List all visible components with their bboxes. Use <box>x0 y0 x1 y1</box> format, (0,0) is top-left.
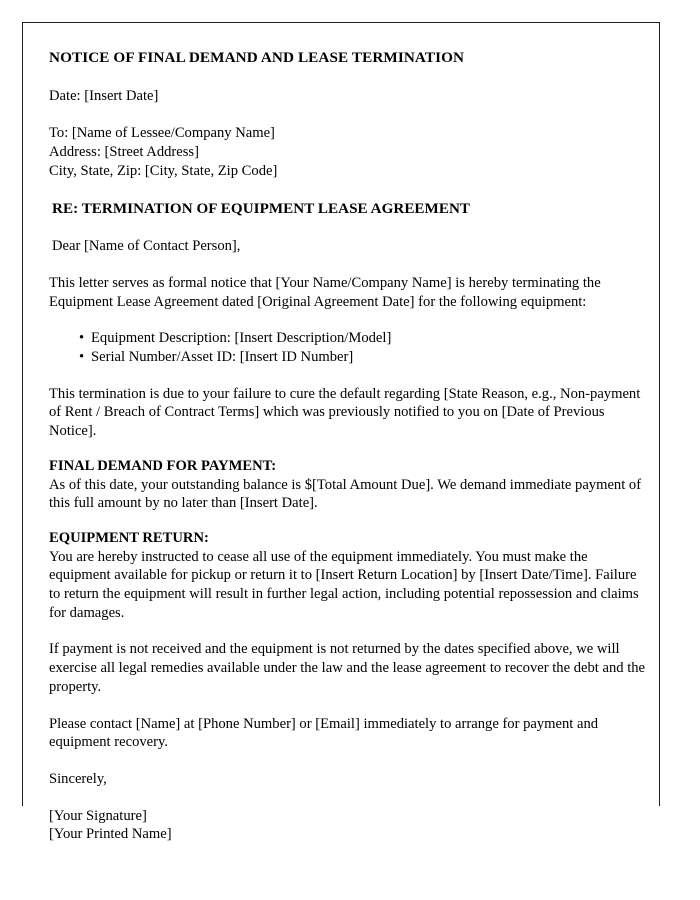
payment-section-heading: FINAL DEMAND FOR PAYMENT: <box>49 457 277 474</box>
printed-name-line-clipped <box>49 825 649 843</box>
page-title: NOTICE OF FINAL DEMAND AND LEASE TERMINATION <box>49 49 465 66</box>
payment-section-body: As of this date, your outstanding balance is $[Total Amount Due]. We demand immediate payment of this full amount by no later than [Insert Date]. <box>49 476 642 512</box>
recipient-block <box>49 124 649 180</box>
list-item: • Equipment Description: [Insert Description/Model] <box>91 329 649 348</box>
intro-paragraph: This letter serves as formal notice that [Your Name/Company Name] is hereby terminating the Equipment Lease Agreement dated [Original Agreement Date] for the following equipment: <box>49 274 601 310</box>
subject-line: RE: TERMINATION OF EQUIPMENT LEASE AGREEMENT <box>52 200 471 217</box>
document-page <box>22 22 660 843</box>
printed-name-line: [Your Printed Name] <box>49 826 172 843</box>
return-section-body: You are hereby instructed to cease all use of the equipment immediately. You must make the equipment available for pickup or return it to [Insert Return Location] by [Insert Date/Time]. Failure to return the equipment will result in further legal action, including potential repossession and claims for damages. <box>49 548 639 621</box>
remedies-paragraph: If payment is not received and the equipment is not returned by the dates specified above, we will exercise all legal remedies available under the law and the lease agreement to recover the debt and the property. <box>49 641 646 695</box>
signature-line: [Your Signature] <box>49 807 147 824</box>
recipient-city-state-zip-line: City, State, Zip: [City, State, Zip Code] <box>49 162 278 179</box>
equipment-list <box>49 329 649 366</box>
salutation: Dear [Name of Contact Person], <box>52 238 241 255</box>
closing: Sincerely, <box>49 770 107 787</box>
document-body <box>49 43 649 843</box>
contact-paragraph: Please contact [Name] at [Phone Number] or [Email] immediately to arrange for payment and equipment recovery. <box>49 715 599 751</box>
recipient-to-line: To: [Name of Lessee/Company Name] <box>49 125 275 142</box>
recipient-address-line: Address: [Street Address] <box>49 144 199 161</box>
list-item: • Serial Number/Asset ID: [Insert ID Number] <box>91 348 649 367</box>
default-paragraph: This termination is due to your failure to cure the default regarding [State Reason, e.g., Non-payment of Rent / Breach of Contract Terms] which was previously notified to you on [Date of Previous Notice]. <box>49 385 641 440</box>
date-line: Date: [Insert Date] <box>49 87 159 104</box>
return-section-heading: EQUIPMENT RETURN: <box>49 529 209 546</box>
